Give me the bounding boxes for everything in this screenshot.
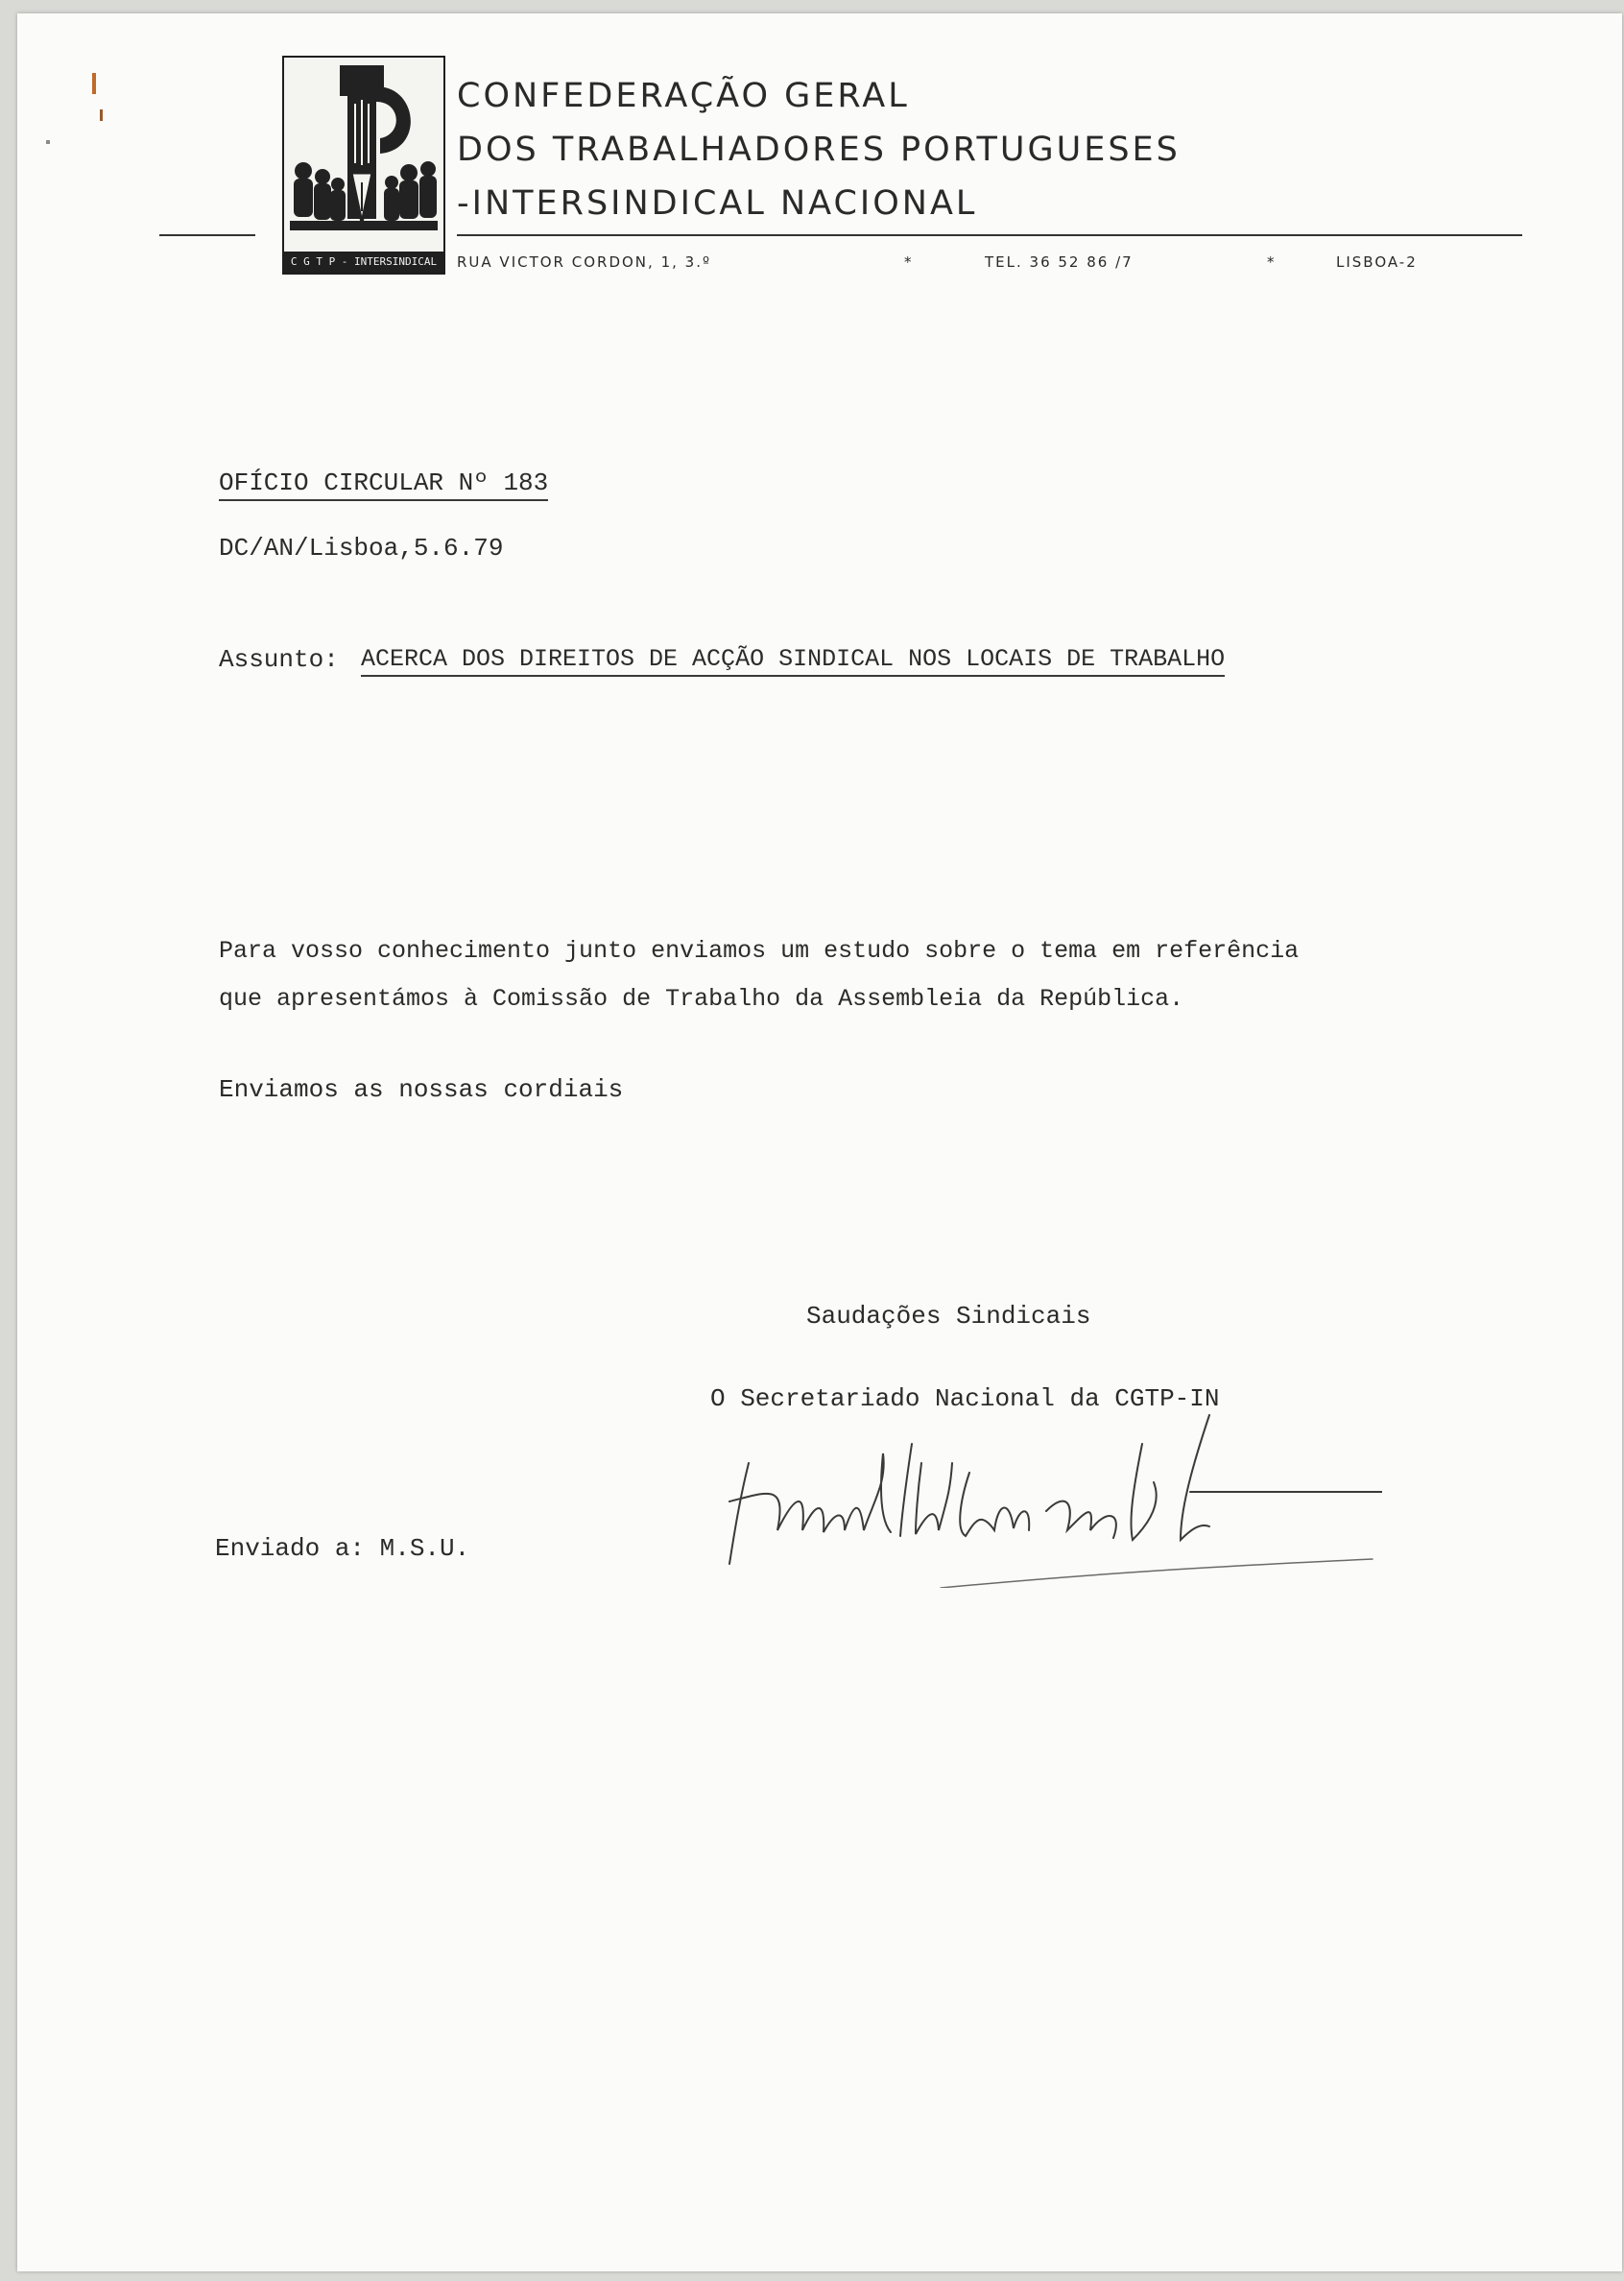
body-line-3: Enviamos as nossas cordiais (219, 1075, 624, 1104)
subject: ACERCA DOS DIREITOS DE ACÇÃO SINDICAL NOS LOCAIS DE TRABALHO (361, 645, 1225, 677)
stain-mark (92, 73, 96, 94)
address-separator-2: * (1267, 253, 1277, 271)
org-name-line-1: CONFEDERAÇÃO GERAL (457, 77, 910, 115)
org-name-line-2: DOS TRABALHADORES PORTUGUESES (457, 131, 1181, 169)
header-rule-left (159, 234, 255, 236)
org-name-line-3: -INTERSINDICAL NACIONAL (457, 184, 978, 223)
address-separator-1: * (904, 253, 914, 271)
reference-number: OFÍCIO CIRCULAR Nº 183 (219, 468, 548, 501)
closing-greeting: Saudações Sindicais (806, 1302, 1091, 1331)
cgtp-logo (282, 56, 445, 275)
signatory: O Secretariado Nacional da CGTP-IN (710, 1384, 1220, 1413)
stain-mark (100, 109, 103, 121)
sent-to: Enviado a: M.S.U. (215, 1534, 470, 1563)
place-date: DC/AN/Lisboa,5.6.79 (219, 534, 504, 563)
header-rule-right (457, 234, 1522, 236)
city: LISBOA-2 (1336, 253, 1418, 271)
logo-emblem-icon (284, 58, 443, 253)
logo-caption: C G T P - INTERSINDICAL (284, 252, 443, 273)
body-line-1: Para vosso conhecimento junto enviamos um estudo sobre o tema em referência (219, 937, 1300, 965)
body-line-2: que apresentámos à Comissão de Trabalho da Assembleia da República. (219, 985, 1184, 1013)
letter-page (17, 13, 1622, 2271)
phone: TEL. 36 52 86 /7 (985, 253, 1134, 271)
subject-label: Assunto: (219, 645, 339, 674)
dust-mark (46, 140, 50, 144)
signature (710, 1396, 1382, 1588)
address: RUA VICTOR CORDON, 1, 3.º (457, 253, 712, 271)
